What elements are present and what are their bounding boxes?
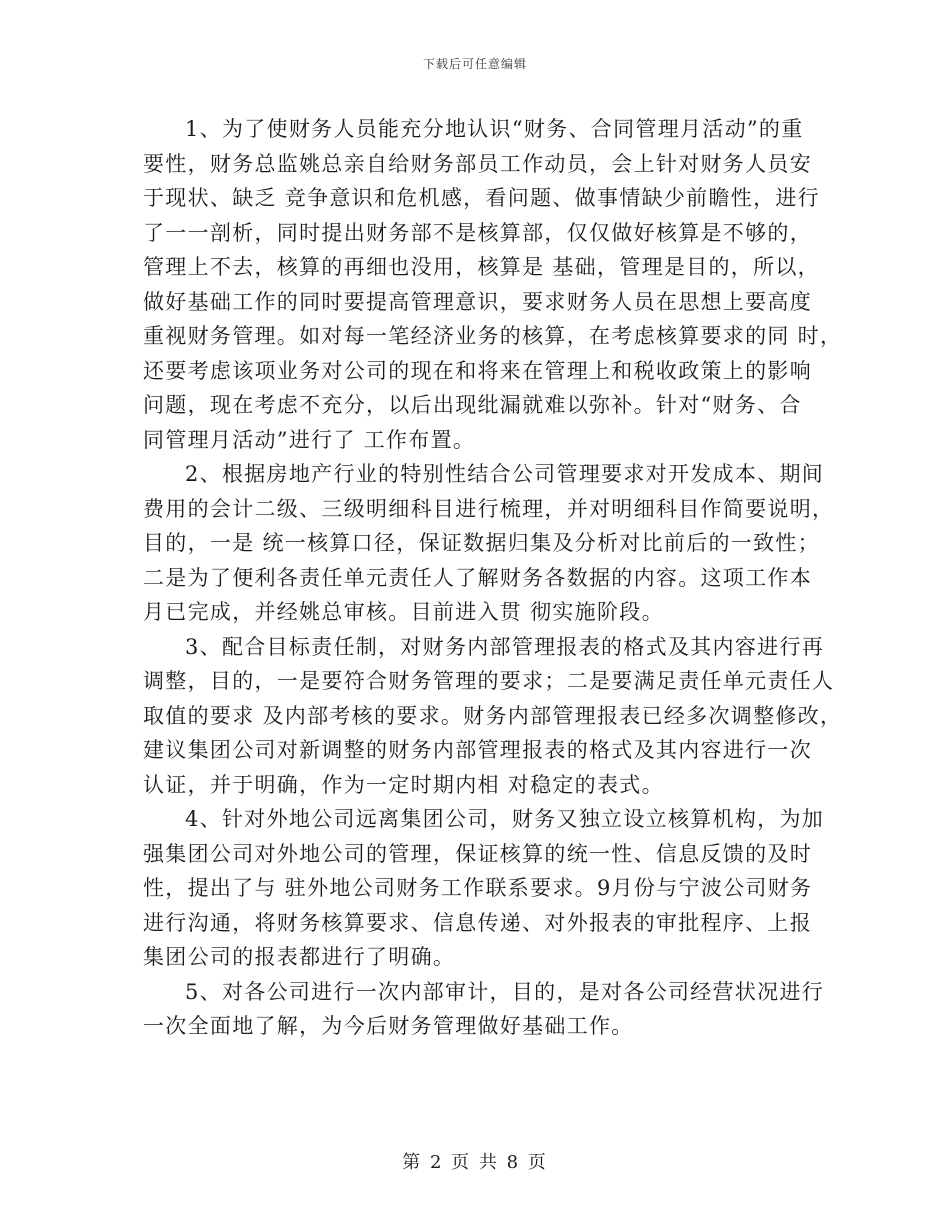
paragraph-5 [143,975,825,1044]
text-line: 调整，目的，一是要符合财务管理的要求；二是要满足责任单元责任人 [143,669,835,693]
text-line: 进行沟通，将财务核算要求、信息传递、对外报表的审批程序、上报 [143,910,812,935]
page-footer: 第 2 页 共 8 页 [402,1152,548,1173]
text-line: 二是为了便利各责任单元责任人了解财务各数据的内容。这项工作本 [143,565,812,590]
text-line: 要性，财务总监姚总亲自给财务部员工作动员，会上针对财务人员安 [143,151,812,176]
text-line: 问题，现在考虑不充分，以后出现纰漏就难以弥补。针对“财务、合 [143,393,802,417]
text-line: 一次全面地了解，为今后财务管理做好基础工作。 [143,1014,634,1038]
text-line: 同管理月活动”进行了 工作布置。 [143,427,476,452]
text-line: 2、根据房地产行业的特别性结合公司管理要求对开发成本、期间 [185,462,825,486]
text-line: 5、对各公司进行一次内部审计，目的，是对各公司经营状况进行 [185,979,825,1004]
text-line: 管理上不去，核算的再细也没用，核算是 基础，管理是目的，所以， [143,255,820,279]
paragraph-3 [143,630,843,803]
text-line: 强集团公司对外地公司的管理，保证核算的统一性、信息反馈的及时 [143,841,812,866]
page-header: 下载后可任意编辑 [422,57,527,71]
text-line: 3、配合目标责任制，对财务内部管理报表的格式及其内容进行再 [185,634,825,659]
paragraph-2 [143,457,835,630]
text-line: 4、针对外地公司远离集团公司，财务又独立设立核算机构，为加 [185,807,825,831]
text-line: 集团公司的报表都进行了明确。 [143,945,456,969]
text-line: 做好基础工作的同时要提高管理意识，要求财务人员在思想上要高度 [143,289,812,314]
paragraph-4 [143,802,825,975]
text-line: 建议集团公司对新调整的财务内部管理报表的格式及其内容进行一次 [143,738,812,762]
paragraph-1 [143,112,843,457]
text-line: 取值的要求 及内部考核的要求。财务内部管理报表已经多次调整修改， [143,703,843,728]
text-line: 1、为了使财务人员能充分地认识“财务、合同管理月活动”的重 [185,117,804,141]
text-line: 月已完成，并经姚总审核。目前进入贯 彻实施阶段。 [143,600,664,624]
text-line: 性，提出了与 驻外地公司财务工作联系要求。9月份与宁波公司财务 [143,876,813,900]
text-line: 重视财务管理。如对每一笔经济业务的核算，在考虑核算要求的同 时， [143,324,843,348]
text-line: 认证，并于明确，作为一定时期内相 对稳定的表式。 [143,772,664,797]
text-line: 费用的会计二级、三级明细科目进行梳理，并对明细科目作简要说明， [143,496,835,521]
text-line: 目的，一是 统一核算口径，保证数据归集及分析对比前后的一致性； [143,531,820,555]
text-line: 还要考虑该项业务对公司的现在和将来在管理上和税收政策上的影响 [143,358,812,383]
text-line: 于现状、缺乏 竞争意识和危机感，看问题、做事情缺少前瞻性，进行 [143,186,820,210]
text-line: 了一一剖析，同时提出财务部不是核算部，仅仅做好核算是不够的， [143,220,812,245]
document-body [143,112,843,1044]
